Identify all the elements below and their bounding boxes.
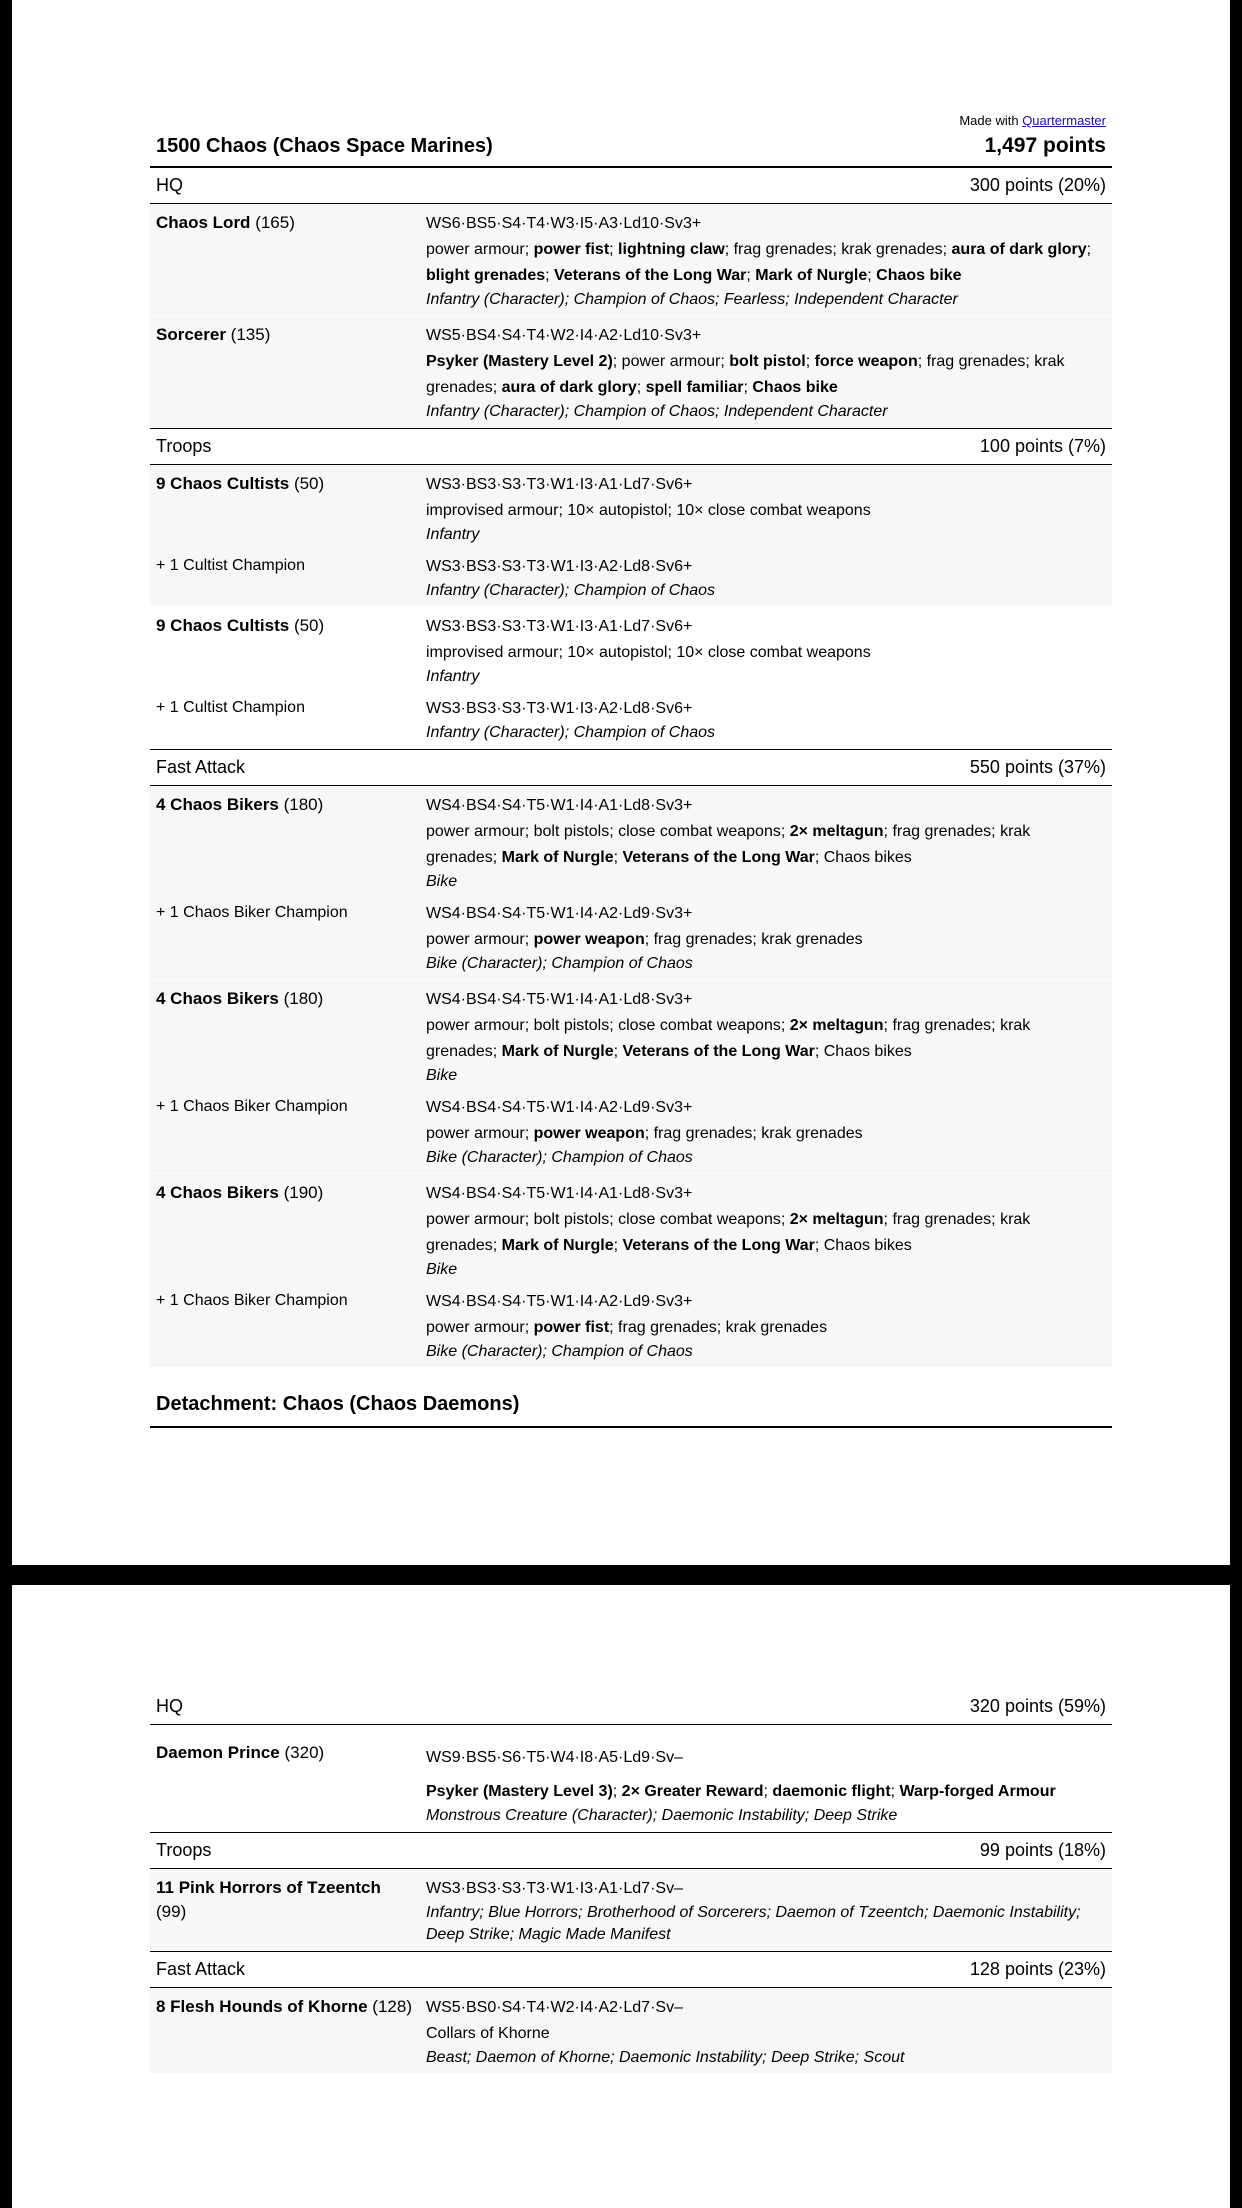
unit-gear: power armour; bolt pistols; close combat weapons; 2× meltagun; frag grenades; krak grenades; Mark of Nurgle; Veterans of the Long War; Chaos bikes xyxy=(426,1211,1031,1254)
unit-gear: Psyker (Mastery Level 2); power armour; bolt pistol; force weapon; frag grenades; krak grenades; aura of dark glory; spell familiar; Chaos bike xyxy=(426,353,1065,396)
unit-rules: Infantry (Character); Champion of Chaos; Independent Character xyxy=(426,403,888,420)
unit-stats: WS3·BS3·S3·T3·W1·I3·A1·Ld7·Sv6+ xyxy=(426,476,693,493)
roster-page-1 xyxy=(12,0,1230,1565)
unit-stats: WS4·BS4·S4·T5·W1·I4·A1·Ld8·Sv3+ xyxy=(426,991,693,1008)
unit-rules: Monstrous Creature (Character); Daemonic Instability; Deep Strike xyxy=(426,1807,898,1824)
unit-rules: Bike xyxy=(426,1261,458,1278)
roster-title: 1500 Chaos (Chaos Space Marines) xyxy=(156,135,493,157)
unit-stats: WS4·BS4·S4·T5·W1·I4·A1·Ld8·Sv3+ xyxy=(426,1185,693,1202)
unit-rules: Bike xyxy=(426,1067,458,1084)
section-label: HQ xyxy=(156,175,183,195)
champion-rules: Infantry (Character); Champion of Chaos xyxy=(426,724,716,741)
section-points: 320 points (59%) xyxy=(969,1696,1106,1716)
unit-name: 4 Chaos Bikers (190) xyxy=(156,1183,324,1202)
unit-stats: WS3·BS3·S3·T3·W1·I3·A1·Ld7·Sv6+ xyxy=(426,618,693,635)
section-hq xyxy=(150,168,1112,204)
section-points: 300 points (20%) xyxy=(969,175,1106,195)
unit-chaos-cultists xyxy=(150,465,1112,606)
unit-chaos-lord xyxy=(150,204,1112,315)
unit-flesh-hounds xyxy=(150,1988,1112,2073)
made-with-note xyxy=(150,113,1112,128)
unit-stats: WS6·BS5·S4·T4·W3·I5·A3·Ld10·Sv3+ xyxy=(426,215,702,232)
made-with-label: Made with xyxy=(959,113,1019,128)
champion-stats: WS4·BS4·S4·T5·W1·I4·A2·Ld9·Sv3+ xyxy=(426,1099,693,1116)
unit-rules: Infantry (Character); Champion of Chaos; Fearless; Independent Character xyxy=(426,291,958,308)
champion-name: + 1 Chaos Biker Champion xyxy=(156,904,348,921)
unit-gear: Psyker (Mastery Level 3); 2× Greater Reward; daemonic flight; Warp-forged Armour xyxy=(426,1783,1056,1800)
unit-gear: Collars of Khorne xyxy=(426,2025,550,2042)
unit-sorcerer xyxy=(150,316,1112,427)
champion-row xyxy=(156,688,1106,744)
champion-gear: power armour; power weapon; frag grenades; krak grenades xyxy=(426,931,863,948)
unit-stats: WS3·BS3·S3·T3·W1·I3·A1·Ld7·Sv– xyxy=(426,1880,683,1897)
section-troops xyxy=(150,428,1112,465)
unit-daemon-prince xyxy=(150,1725,1112,1831)
unit-name: 4 Chaos Bikers (180) xyxy=(156,795,324,814)
unit-chaos-bikers xyxy=(150,786,1112,979)
unit-name: 4 Chaos Bikers (180) xyxy=(156,989,324,1008)
section-points: 100 points (7%) xyxy=(979,436,1106,456)
unit-gear: power armour; bolt pistols; close combat weapons; 2× meltagun; frag grenades; krak grenades; Mark of Nurgle; Veterans of the Long War; Chaos bikes xyxy=(426,823,1031,866)
champion-stats: WS4·BS4·S4·T5·W1·I4·A2·Ld9·Sv3+ xyxy=(426,905,693,922)
roster-content xyxy=(150,113,1112,1428)
unit-rules: Bike xyxy=(426,873,458,890)
unit-stats: WS5·BS0·S4·T4·W2·I4·A2·Ld7·Sv– xyxy=(426,1999,683,2016)
unit-stats: WS9·BS5·S6·T5·W4·I8·A5·Ld9·Sv– xyxy=(426,1749,683,1766)
champion-row xyxy=(156,1281,1106,1363)
detachment-title: Detachment: Chaos (Chaos Daemons) xyxy=(150,1393,1112,1428)
champion-stats: WS3·BS3·S3·T3·W1·I3·A2·Ld8·Sv6+ xyxy=(426,558,693,575)
unit-gear: improvised armour; 10× autopistol; 10× close combat weapons xyxy=(426,502,871,519)
champion-gear: power armour; power fist; frag grenades; krak grenades xyxy=(426,1319,828,1336)
section-points: 99 points (18%) xyxy=(979,1840,1106,1860)
section-label: HQ xyxy=(156,1696,183,1716)
unit-name: Sorcerer (135) xyxy=(156,325,271,344)
unit-name: 9 Chaos Cultists (50) xyxy=(156,474,325,493)
unit-rules: Infantry; Blue Horrors; Brotherhood of Sorcerers; Daemon of Tzeentch; Daemonic Instability; Deep Strike; Magic Made Manifest xyxy=(426,1904,1081,1943)
section-fast-attack xyxy=(150,1951,1112,1988)
section-fast-attack xyxy=(150,749,1112,786)
unit-name: Daemon Prince (320) xyxy=(156,1743,325,1762)
champion-rules: Bike (Character); Champion of Chaos xyxy=(426,1343,693,1360)
unit-rules: Beast; Daemon of Khorne; Daemonic Instability; Deep Strike; Scout xyxy=(426,2049,905,2066)
section-label: Troops xyxy=(156,436,212,456)
champion-row xyxy=(156,1087,1106,1169)
unit-name: 11 Pink Horrors of Tzeentch (99) xyxy=(156,1878,381,1921)
unit-gear: power armour; power fist; lightning claw; frag grenades; krak grenades; aura of dark glory; blight grenades; Veterans of the Long War; Mark of Nurgle; Chaos bike xyxy=(426,241,1092,284)
section-troops xyxy=(150,1832,1112,1869)
champion-stats: WS3·BS3·S3·T3·W1·I3·A2·Ld8·Sv6+ xyxy=(426,700,693,717)
champion-stats: WS4·BS4·S4·T5·W1·I4·A2·Ld9·Sv3+ xyxy=(426,1293,693,1310)
unit-rules: Infantry xyxy=(426,526,480,543)
champion-row xyxy=(156,893,1106,975)
roster-points: 1,497 points xyxy=(984,134,1106,157)
section-points: 128 points (23%) xyxy=(969,1959,1106,1979)
champion-name: + 1 Chaos Biker Champion xyxy=(156,1098,348,1115)
champion-gear: power armour; power weapon; frag grenades; krak grenades xyxy=(426,1125,863,1142)
roster-page-2 xyxy=(12,1585,1230,2208)
unit-rules: Infantry xyxy=(426,668,480,685)
unit-name: 8 Flesh Hounds of Khorne (128) xyxy=(156,1997,412,2016)
champion-rules: Bike (Character); Champion of Chaos xyxy=(426,1149,693,1166)
daemons-content xyxy=(150,1689,1112,2074)
champion-rules: Bike (Character); Champion of Chaos xyxy=(426,955,693,972)
section-points: 550 points (37%) xyxy=(969,757,1106,777)
unit-name: 9 Chaos Cultists (50) xyxy=(156,616,325,635)
unit-stats: WS5·BS4·S4·T4·W2·I4·A2·Ld10·Sv3+ xyxy=(426,327,702,344)
champion-row xyxy=(156,546,1106,602)
champion-rules: Infantry (Character); Champion of Chaos xyxy=(426,582,716,599)
unit-chaos-bikers xyxy=(150,980,1112,1173)
unit-gear: power armour; bolt pistols; close combat weapons; 2× meltagun; frag grenades; krak grenades; Mark of Nurgle; Veterans of the Long War; Chaos bikes xyxy=(426,1017,1031,1060)
quartermaster-link[interactable]: Quartermaster xyxy=(1022,113,1106,128)
section-hq xyxy=(150,1689,1112,1725)
champion-name: + 1 Cultist Champion xyxy=(156,557,305,574)
section-label: Fast Attack xyxy=(156,757,246,777)
champion-name: + 1 Cultist Champion xyxy=(156,699,305,716)
roster-title-row xyxy=(150,134,1112,168)
unit-stats: WS4·BS4·S4·T5·W1·I4·A1·Ld8·Sv3+ xyxy=(426,797,693,814)
unit-name: Chaos Lord (165) xyxy=(156,213,295,232)
section-label: Troops xyxy=(156,1840,212,1860)
unit-chaos-cultists xyxy=(150,607,1112,748)
unit-pink-horrors xyxy=(150,1869,1112,1950)
unit-gear: improvised armour; 10× autopistol; 10× close combat weapons xyxy=(426,644,871,661)
unit-chaos-bikers xyxy=(150,1174,1112,1367)
champion-name: + 1 Chaos Biker Champion xyxy=(156,1292,348,1309)
section-label: Fast Attack xyxy=(156,1959,246,1979)
